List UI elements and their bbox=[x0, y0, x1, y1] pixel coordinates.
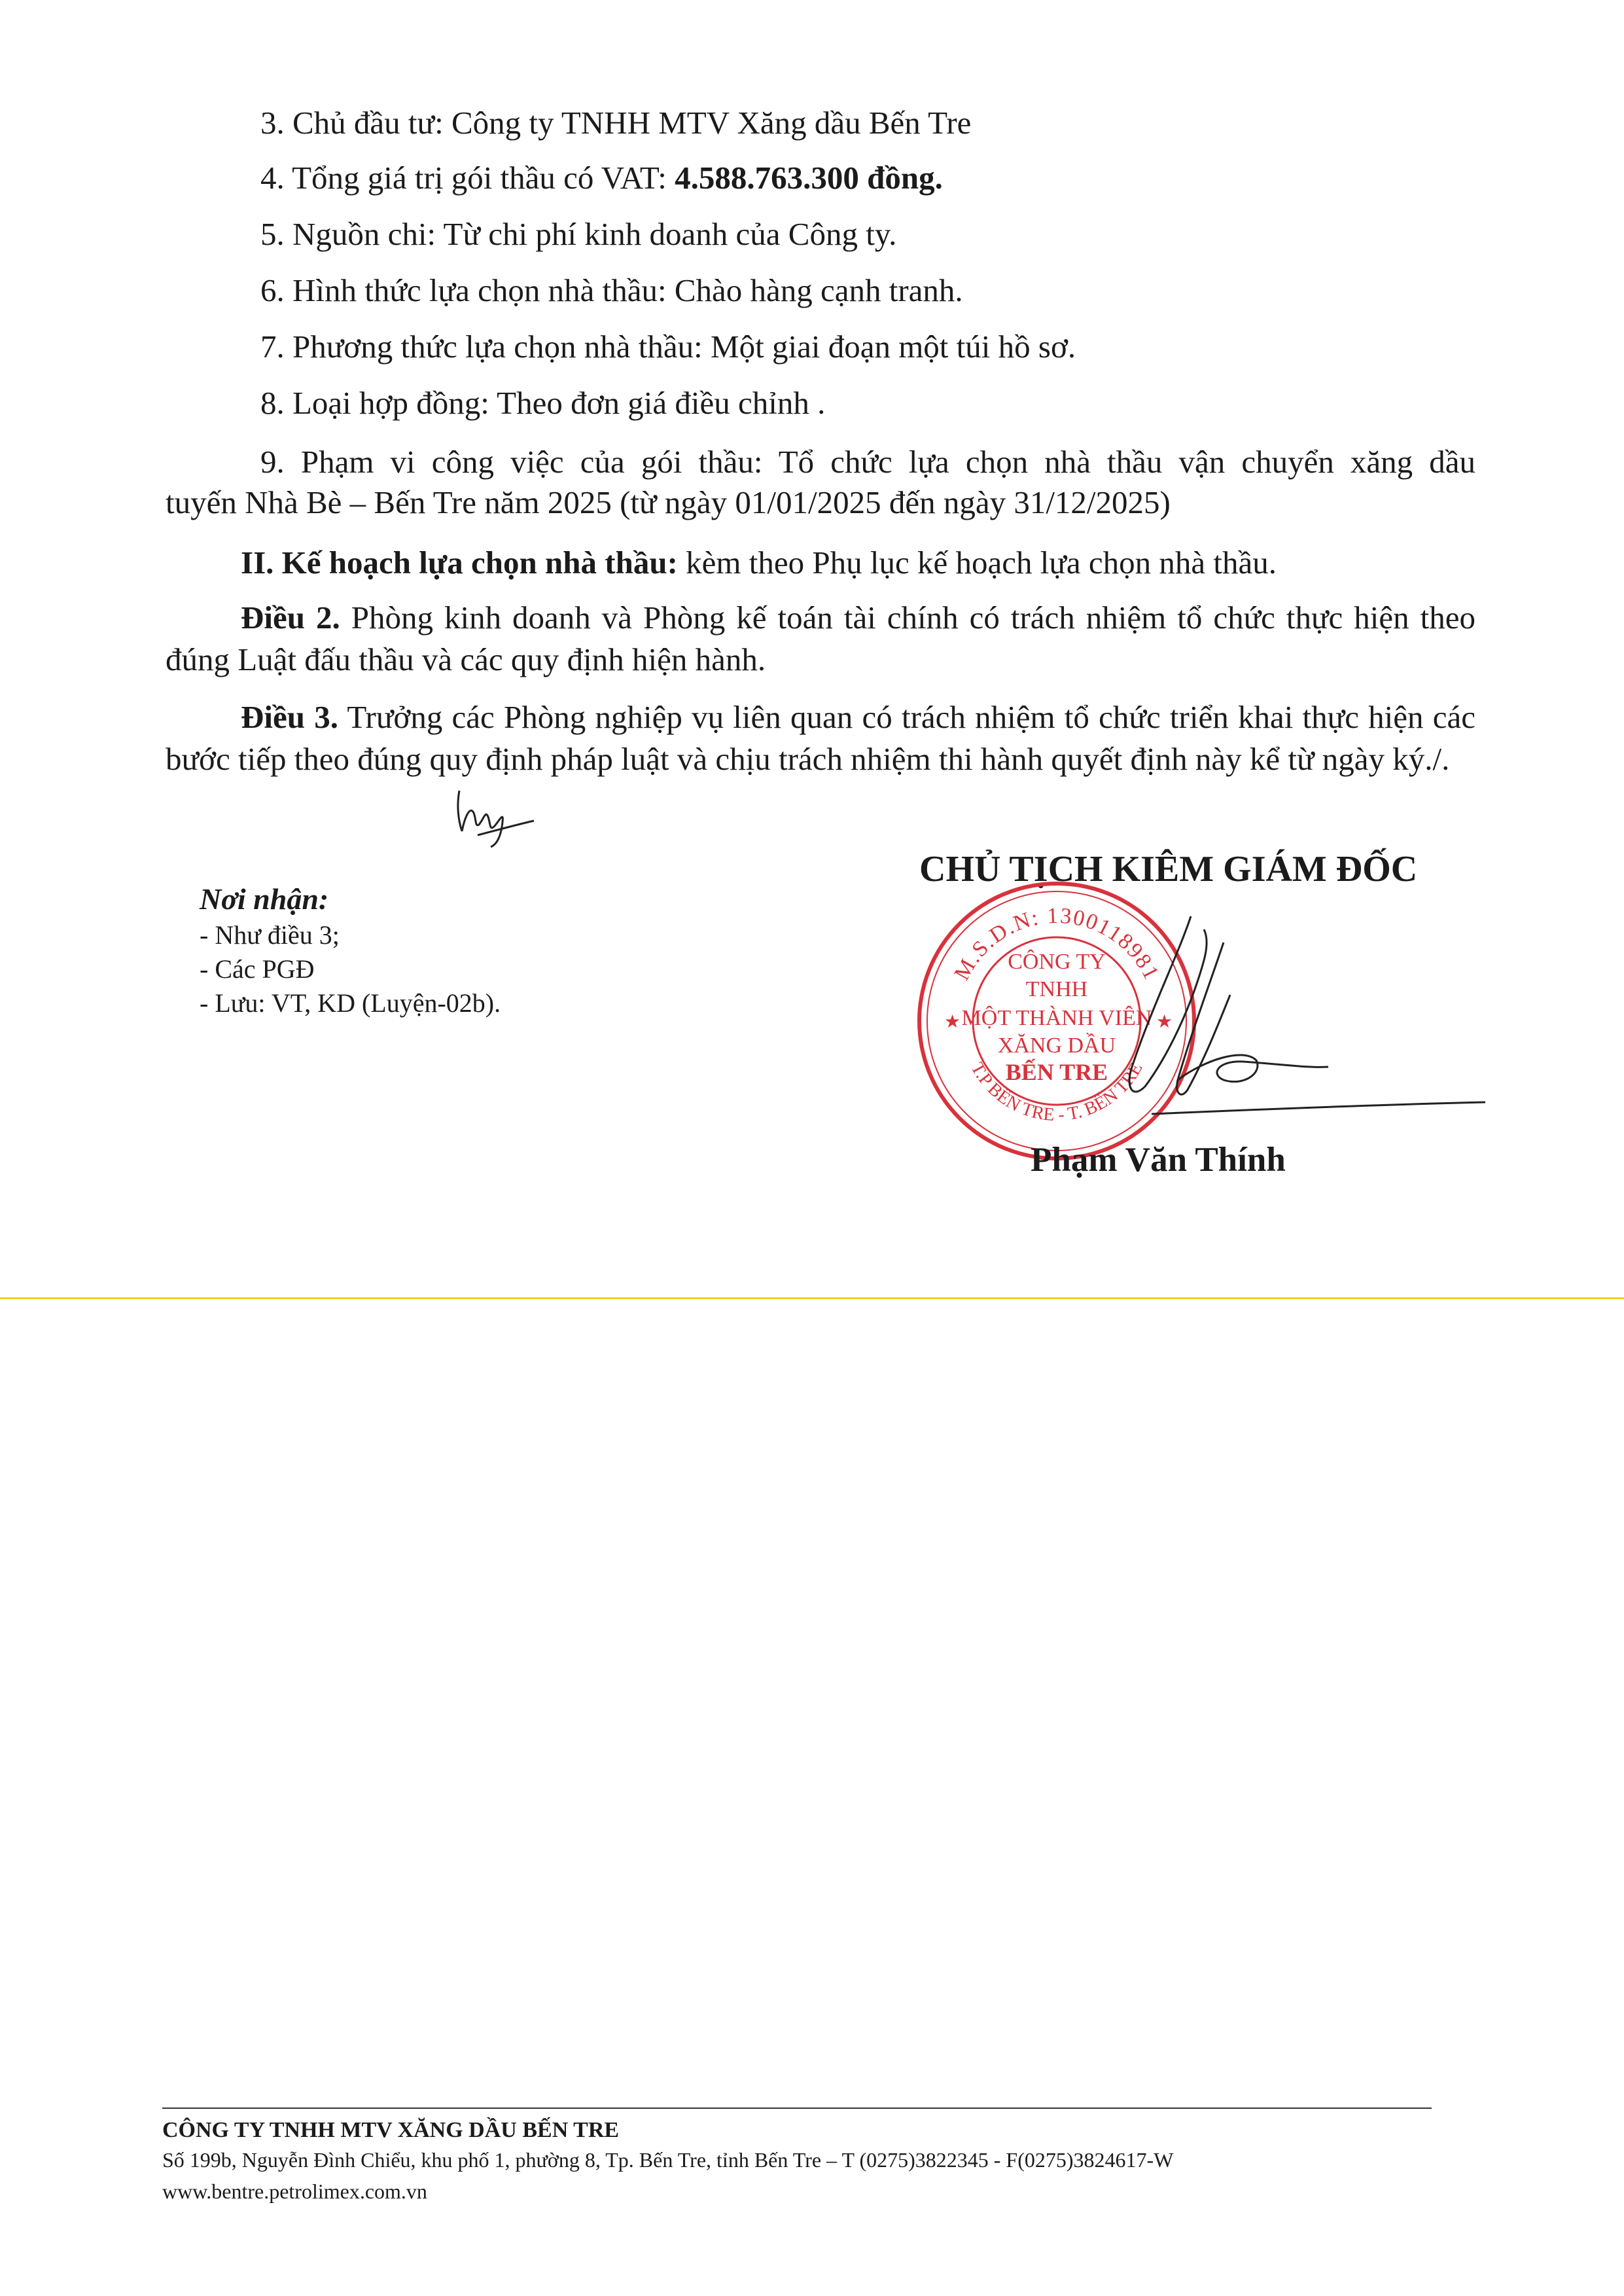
item-8: 8. Loại hợp đồng: Theo đơn giá điều chỉnh . bbox=[260, 385, 826, 421]
recipient-item: - Các PGĐ bbox=[200, 954, 315, 984]
item-4 bbox=[260, 158, 943, 198]
item-6: 6. Hình thức lựa chọn nhà thầu: Chào hàng cạnh tranh. bbox=[260, 272, 963, 308]
item-7: 7. Phương thức lựa chọn nhà thầu: Một giai đoạn một túi hồ sơ. bbox=[260, 329, 1076, 365]
seal-line-4: XĂNG DẦU bbox=[997, 1033, 1116, 1058]
recipient-item: - Lưu: VT, KD (Luyện-02b). bbox=[200, 988, 501, 1018]
seal-star-left: ★ bbox=[944, 1011, 961, 1032]
section-2-text: kèm theo Phụ lục kế hoạch lựa chọn nhà thầu. bbox=[677, 545, 1277, 581]
section-2-heading: II. Kế hoạch lựa chọn nhà thầu: bbox=[241, 545, 678, 581]
signer-name: Phạm Văn Thính bbox=[1031, 1141, 1286, 1179]
footer-website: www.bentre.petrolimex.com.vn bbox=[162, 2179, 427, 2203]
seal-line-3: MỘT THÀNH VIÊN bbox=[961, 1006, 1152, 1030]
article-2 bbox=[166, 597, 1475, 681]
item-4-label: 4. Tổng giá trị gói thầu có VAT: bbox=[260, 160, 675, 196]
initials-signature bbox=[451, 779, 543, 851]
recipients-block bbox=[200, 880, 501, 1020]
footer-address: Số 199b, Nguyễn Đình Chiểu, khu phố 1, phường 8, Tp. Bến Tre, tỉnh Bến Tre – T (0275)3822345 - F(0275)3824617-W bbox=[162, 2148, 1174, 2172]
article-3-label: Điều 3. bbox=[241, 699, 338, 735]
article-3-text: Trưởng các Phòng nghiệp vụ liên quan có trách nhiệm tổ chức triển khai thực hiện các bước tiếp theo đúng quy định pháp luật và chịu trách nhiệm thi hành quyết định này kể từ ngày ký./. bbox=[166, 699, 1476, 777]
item-3: 3. Chủ đầu tư: Công ty TNHH MTV Xăng dầu Bến Tre bbox=[260, 105, 972, 141]
signature-title: CHỦ TỊCH KIÊM GIÁM ĐỐC bbox=[919, 849, 1418, 889]
item-5: 5. Nguồn chi: Từ chi phí kinh doanh của Công ty. bbox=[260, 216, 897, 252]
item-4-value: 4.588.763.300 đồng. bbox=[675, 160, 943, 196]
item-9-line-1: 9. Phạm vi công việc của gói thầu: Tổ chức lựa chọn nhà thầu vận chuyển xăng dầu bbox=[260, 444, 1475, 480]
footer-company: CÔNG TY TNHH MTV XĂNG DẦU BẾN TRE bbox=[162, 2118, 620, 2142]
page-divider bbox=[0, 1297, 1624, 1299]
article-2-text: Phòng kinh doanh và Phòng kế toán tài chính có trách nhiệm tổ chức thực hiện theo đúng Luật đấu thầu và các quy định hiện hành. bbox=[166, 600, 1475, 677]
seal-line-1: CÔNG TY bbox=[1008, 950, 1106, 974]
seal-ring-text: M.S.D.N: 1300118981 bbox=[949, 903, 1164, 984]
seal-ring-bottom: T.P BẾN TRE - T. BẾN TRE bbox=[966, 1059, 1147, 1126]
article-2-label: Điều 2. bbox=[241, 600, 340, 636]
article-3 bbox=[166, 696, 1475, 780]
recipient-item: - Như điều 3; bbox=[200, 920, 340, 950]
seal-star-right: ★ bbox=[1156, 1011, 1173, 1032]
seal-line-2: TNHH bbox=[1025, 977, 1088, 1001]
footer-rule bbox=[162, 2108, 1432, 2109]
seal-line-5: BẾN TRE bbox=[1005, 1059, 1108, 1085]
item-9-line-2: tuyến Nhà Bè – Bến Tre năm 2025 (từ ngày 01/01/2025 đến ngày 31/12/2025) bbox=[166, 484, 1171, 520]
recipients-title: Nơi nhận: bbox=[200, 882, 329, 916]
director-signature bbox=[1112, 903, 1505, 1139]
section-2 bbox=[241, 543, 1277, 583]
